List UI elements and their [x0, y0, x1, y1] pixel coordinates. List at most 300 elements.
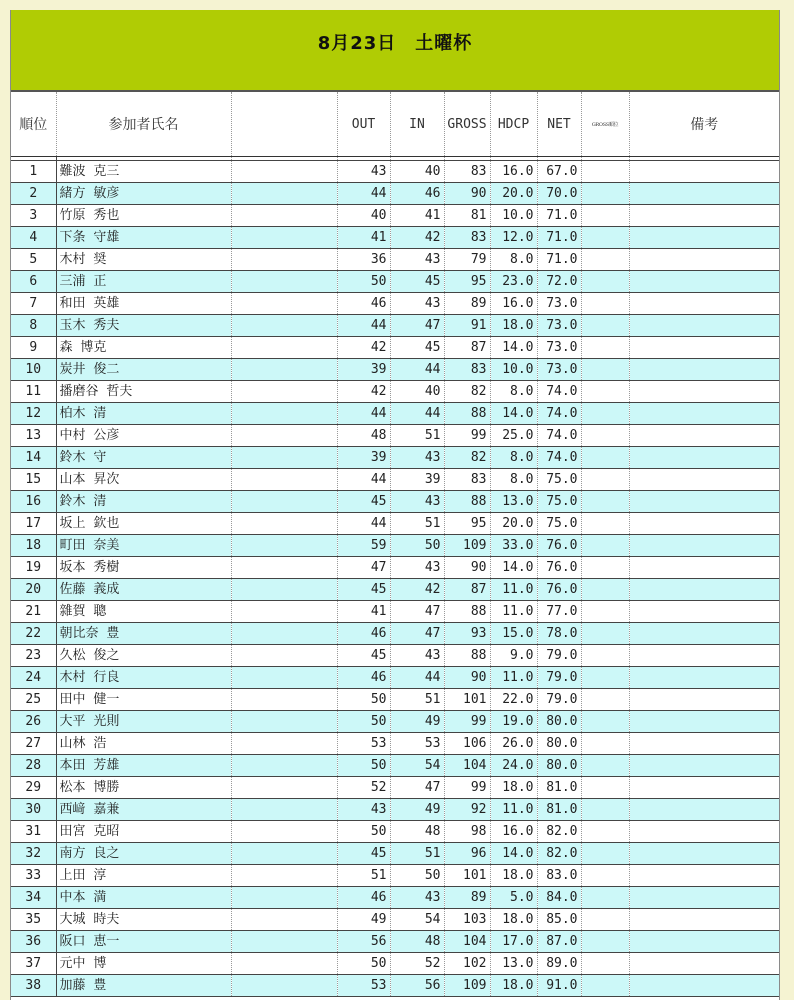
row-blank: [231, 711, 337, 733]
table-row: [11, 733, 779, 755]
row-hdcp: 16.0: [490, 161, 537, 183]
table-row: [11, 205, 779, 227]
row-blank: [231, 535, 337, 557]
row-blank: [231, 865, 337, 887]
row-gross-rank: [581, 865, 629, 887]
table-row: [11, 535, 779, 557]
row-gross: 99: [444, 777, 490, 799]
row-gross: 96: [444, 843, 490, 865]
row-blank: [231, 909, 337, 931]
row-note: [629, 645, 779, 667]
row-blank: [231, 249, 337, 271]
header-net: NET: [537, 91, 581, 157]
table-row: [11, 887, 779, 909]
row-in: 54: [390, 909, 444, 931]
row-hdcp: 18.0: [490, 315, 537, 337]
row-note: [629, 667, 779, 689]
row-in: 43: [390, 491, 444, 513]
header-in: IN: [390, 91, 444, 157]
row-name: 難波 克三: [56, 161, 231, 183]
table-row: [11, 843, 779, 865]
row-gross: 88: [444, 491, 490, 513]
row-gross-rank: [581, 557, 629, 579]
row-out: 46: [337, 623, 390, 645]
row-net: 71.0: [537, 249, 581, 271]
row-name: 鈴木 守: [56, 447, 231, 469]
row-gross: 90: [444, 667, 490, 689]
row-name: 久松 俊之: [56, 645, 231, 667]
row-net: 81.0: [537, 777, 581, 799]
row-hdcp: 25.0: [490, 425, 537, 447]
row-hdcp: 13.0: [490, 491, 537, 513]
row-rank: 19: [11, 557, 56, 579]
row-rank: 30: [11, 799, 56, 821]
row-note: [629, 953, 779, 975]
row-name: 炭井 俊二: [56, 359, 231, 381]
row-hdcp: 14.0: [490, 843, 537, 865]
row-hdcp: 11.0: [490, 601, 537, 623]
row-hdcp: 18.0: [490, 975, 537, 997]
row-rank: 6: [11, 271, 56, 293]
row-out: 41: [337, 227, 390, 249]
row-gross-rank: [581, 777, 629, 799]
row-rank: 35: [11, 909, 56, 931]
row-note: [629, 447, 779, 469]
row-out: 44: [337, 469, 390, 491]
row-gross: 109: [444, 975, 490, 997]
table-row: [11, 689, 779, 711]
row-note: [629, 403, 779, 425]
row-gross: 88: [444, 403, 490, 425]
row-in: 40: [390, 381, 444, 403]
row-out: 36: [337, 249, 390, 271]
row-out: 40: [337, 205, 390, 227]
table-row: [11, 469, 779, 491]
row-blank: [231, 425, 337, 447]
row-out: 43: [337, 161, 390, 183]
row-name: 町田 奈美: [56, 535, 231, 557]
row-note: [629, 183, 779, 205]
row-hdcp: 18.0: [490, 777, 537, 799]
row-blank: [231, 843, 337, 865]
row-name: 玉木 秀夫: [56, 315, 231, 337]
row-blank: [231, 337, 337, 359]
row-name: 播磨谷 哲夫: [56, 381, 231, 403]
row-name: 鈴木 清: [56, 491, 231, 513]
table-row: [11, 755, 779, 777]
row-gross-rank: [581, 403, 629, 425]
row-blank: [231, 623, 337, 645]
table-row: [11, 623, 779, 645]
row-net: 74.0: [537, 403, 581, 425]
row-rank: 15: [11, 469, 56, 491]
row-in: 50: [390, 865, 444, 887]
row-note: [629, 535, 779, 557]
row-out: 44: [337, 513, 390, 535]
row-in: 43: [390, 557, 444, 579]
row-rank: 18: [11, 535, 56, 557]
row-net: 74.0: [537, 381, 581, 403]
row-hdcp: 23.0: [490, 271, 537, 293]
row-gross: 109: [444, 535, 490, 557]
row-out: 59: [337, 535, 390, 557]
row-gross: 81: [444, 205, 490, 227]
row-name: 元中 博: [56, 953, 231, 975]
table-row: [11, 667, 779, 689]
row-hdcp: 8.0: [490, 469, 537, 491]
row-name: 南方 良之: [56, 843, 231, 865]
row-name: 竹原 秀也: [56, 205, 231, 227]
row-net: 79.0: [537, 689, 581, 711]
row-out: 53: [337, 733, 390, 755]
row-hdcp: 18.0: [490, 865, 537, 887]
row-gross: 90: [444, 183, 490, 205]
row-rank: 20: [11, 579, 56, 601]
row-gross: 103: [444, 909, 490, 931]
row-blank: [231, 271, 337, 293]
row-net: 72.0: [537, 271, 581, 293]
row-net: 78.0: [537, 623, 581, 645]
header-row: [11, 91, 779, 157]
row-out: 50: [337, 689, 390, 711]
row-in: 49: [390, 799, 444, 821]
header-name: 参加者氏名: [56, 91, 231, 157]
row-blank: [231, 513, 337, 535]
row-rank: 10: [11, 359, 56, 381]
row-hdcp: 20.0: [490, 513, 537, 535]
row-out: 46: [337, 887, 390, 909]
row-name: 大平 光則: [56, 711, 231, 733]
row-note: [629, 205, 779, 227]
row-rank: 16: [11, 491, 56, 513]
row-note: [629, 755, 779, 777]
row-blank: [231, 579, 337, 601]
row-gross-rank: [581, 425, 629, 447]
row-name: 西﨑 嘉兼: [56, 799, 231, 821]
row-in: 53: [390, 733, 444, 755]
row-rank: 31: [11, 821, 56, 843]
row-rank: 22: [11, 623, 56, 645]
row-gross: 90: [444, 557, 490, 579]
header-out: OUT: [337, 91, 390, 157]
row-out: 45: [337, 579, 390, 601]
row-name: 中本 満: [56, 887, 231, 909]
row-rank: 2: [11, 183, 56, 205]
row-blank: [231, 403, 337, 425]
row-hdcp: 14.0: [490, 403, 537, 425]
row-out: 50: [337, 755, 390, 777]
row-net: 79.0: [537, 645, 581, 667]
row-name: 三浦 正: [56, 271, 231, 293]
row-gross: 104: [444, 755, 490, 777]
table-row: [11, 799, 779, 821]
table-row: [11, 777, 779, 799]
row-in: 45: [390, 337, 444, 359]
row-net: 87.0: [537, 931, 581, 953]
row-in: 43: [390, 447, 444, 469]
row-gross-rank: [581, 161, 629, 183]
row-rank: 17: [11, 513, 56, 535]
row-rank: 21: [11, 601, 56, 623]
row-name: 田中 健一: [56, 689, 231, 711]
row-gross: 104: [444, 931, 490, 953]
row-net: 74.0: [537, 447, 581, 469]
row-in: 43: [390, 887, 444, 909]
row-note: [629, 337, 779, 359]
row-name: 山本 昇次: [56, 469, 231, 491]
row-out: 50: [337, 821, 390, 843]
table-row: [11, 491, 779, 513]
row-out: 53: [337, 975, 390, 997]
row-in: 47: [390, 777, 444, 799]
row-net: 91.0: [537, 975, 581, 997]
table-row: [11, 381, 779, 403]
row-net: 77.0: [537, 601, 581, 623]
row-gross-rank: [581, 513, 629, 535]
row-note: [629, 249, 779, 271]
row-in: 51: [390, 689, 444, 711]
table-row: [11, 821, 779, 843]
row-hdcp: 12.0: [490, 227, 537, 249]
row-net: 76.0: [537, 579, 581, 601]
row-in: 56: [390, 975, 444, 997]
row-note: [629, 359, 779, 381]
header-note: 備考: [629, 91, 779, 157]
table-row: [11, 931, 779, 953]
row-gross-rank: [581, 469, 629, 491]
row-net: 82.0: [537, 821, 581, 843]
row-hdcp: 14.0: [490, 557, 537, 579]
row-net: 71.0: [537, 227, 581, 249]
row-in: 42: [390, 579, 444, 601]
row-note: [629, 777, 779, 799]
row-in: 43: [390, 249, 444, 271]
row-rank: 3: [11, 205, 56, 227]
table-row: [11, 337, 779, 359]
row-net: 82.0: [537, 843, 581, 865]
row-gross: 99: [444, 711, 490, 733]
row-net: 80.0: [537, 733, 581, 755]
row-name: 木村 奨: [56, 249, 231, 271]
row-note: [629, 161, 779, 183]
row-net: 81.0: [537, 799, 581, 821]
row-in: 41: [390, 205, 444, 227]
row-note: [629, 601, 779, 623]
row-rank: 13: [11, 425, 56, 447]
table-row: [11, 249, 779, 271]
row-gross: 98: [444, 821, 490, 843]
row-blank: [231, 205, 337, 227]
row-out: 45: [337, 491, 390, 513]
row-blank: [231, 601, 337, 623]
row-in: 51: [390, 843, 444, 865]
row-in: 47: [390, 601, 444, 623]
row-out: 49: [337, 909, 390, 931]
row-note: [629, 843, 779, 865]
row-gross: 82: [444, 447, 490, 469]
row-gross: 88: [444, 645, 490, 667]
row-rank: 32: [11, 843, 56, 865]
row-note: [629, 293, 779, 315]
row-gross: 93: [444, 623, 490, 645]
row-note: [629, 887, 779, 909]
row-blank: [231, 799, 337, 821]
row-blank: [231, 887, 337, 909]
table-row: [11, 579, 779, 601]
row-name: 佐藤 義成: [56, 579, 231, 601]
row-note: [629, 557, 779, 579]
row-gross: 89: [444, 293, 490, 315]
row-note: [629, 579, 779, 601]
row-gross-rank: [581, 689, 629, 711]
row-note: [629, 469, 779, 491]
row-gross-rank: [581, 359, 629, 381]
row-name: 山林 浩: [56, 733, 231, 755]
row-gross-rank: [581, 535, 629, 557]
table-row: [11, 953, 779, 975]
row-blank: [231, 227, 337, 249]
row-rank: 9: [11, 337, 56, 359]
row-rank: 8: [11, 315, 56, 337]
row-rank: 7: [11, 293, 56, 315]
row-net: 76.0: [537, 557, 581, 579]
row-gross-rank: [581, 623, 629, 645]
row-blank: [231, 491, 337, 513]
row-hdcp: 19.0: [490, 711, 537, 733]
row-in: 50: [390, 535, 444, 557]
row-net: 73.0: [537, 315, 581, 337]
row-name: 中村 公彦: [56, 425, 231, 447]
row-hdcp: 13.0: [490, 953, 537, 975]
row-in: 48: [390, 821, 444, 843]
row-blank: [231, 733, 337, 755]
row-name: 坂本 秀樹: [56, 557, 231, 579]
row-name: 本田 芳雄: [56, 755, 231, 777]
row-blank: [231, 975, 337, 997]
row-note: [629, 975, 779, 997]
row-gross: 83: [444, 359, 490, 381]
row-blank: [231, 689, 337, 711]
row-in: 49: [390, 711, 444, 733]
row-out: 50: [337, 953, 390, 975]
header-gross-rank: GROSS順位: [581, 91, 629, 157]
row-net: 79.0: [537, 667, 581, 689]
row-in: 52: [390, 953, 444, 975]
table-row: [11, 447, 779, 469]
row-out: 46: [337, 293, 390, 315]
row-out: 42: [337, 337, 390, 359]
row-hdcp: 8.0: [490, 381, 537, 403]
row-net: 75.0: [537, 491, 581, 513]
row-gross: 101: [444, 865, 490, 887]
header-blank: [231, 91, 337, 157]
header-hdcp: HDCP: [490, 91, 537, 157]
row-gross: 87: [444, 579, 490, 601]
row-gross-rank: [581, 711, 629, 733]
row-net: 83.0: [537, 865, 581, 887]
row-note: [629, 381, 779, 403]
row-note: [629, 689, 779, 711]
table-row: [11, 271, 779, 293]
row-gross-rank: [581, 601, 629, 623]
row-note: [629, 799, 779, 821]
row-rank: 38: [11, 975, 56, 997]
row-in: 43: [390, 293, 444, 315]
row-name: 雜賀 聰: [56, 601, 231, 623]
table-row: [11, 359, 779, 381]
row-gross-rank: [581, 755, 629, 777]
row-note: [629, 271, 779, 293]
row-blank: [231, 469, 337, 491]
row-gross-rank: [581, 953, 629, 975]
row-rank: 28: [11, 755, 56, 777]
row-hdcp: 16.0: [490, 293, 537, 315]
row-gross-rank: [581, 843, 629, 865]
row-blank: [231, 777, 337, 799]
row-in: 47: [390, 623, 444, 645]
row-gross-rank: [581, 909, 629, 931]
row-gross-rank: [581, 887, 629, 909]
row-in: 42: [390, 227, 444, 249]
row-name: 阪口 恵一: [56, 931, 231, 953]
row-name: 柏木 清: [56, 403, 231, 425]
row-gross: 101: [444, 689, 490, 711]
row-net: 75.0: [537, 469, 581, 491]
results-table: [11, 90, 779, 997]
row-net: 80.0: [537, 711, 581, 733]
score-sheet: [10, 10, 780, 1000]
row-rank: 24: [11, 667, 56, 689]
row-gross-rank: [581, 315, 629, 337]
row-hdcp: 8.0: [490, 447, 537, 469]
row-net: 73.0: [537, 337, 581, 359]
row-blank: [231, 293, 337, 315]
row-hdcp: 22.0: [490, 689, 537, 711]
row-out: 42: [337, 381, 390, 403]
row-name: 下条 守雄: [56, 227, 231, 249]
header-gross: GROSS: [444, 91, 490, 157]
row-hdcp: 20.0: [490, 183, 537, 205]
row-hdcp: 14.0: [490, 337, 537, 359]
row-out: 56: [337, 931, 390, 953]
row-rank: 23: [11, 645, 56, 667]
row-rank: 37: [11, 953, 56, 975]
row-net: 75.0: [537, 513, 581, 535]
table-row: [11, 513, 779, 535]
row-name: 坂上 欽也: [56, 513, 231, 535]
row-gross: 91: [444, 315, 490, 337]
row-gross: 83: [444, 469, 490, 491]
row-gross-rank: [581, 447, 629, 469]
table-row: [11, 909, 779, 931]
row-in: 44: [390, 403, 444, 425]
row-out: 45: [337, 645, 390, 667]
row-rank: 29: [11, 777, 56, 799]
table-row: [11, 975, 779, 997]
row-gross: 82: [444, 381, 490, 403]
row-hdcp: 15.0: [490, 623, 537, 645]
row-name: 朝比奈 豊: [56, 623, 231, 645]
header-rank: 順位: [11, 91, 56, 157]
row-gross-rank: [581, 271, 629, 293]
row-note: [629, 315, 779, 337]
row-gross-rank: [581, 293, 629, 315]
row-note: [629, 711, 779, 733]
row-gross: 89: [444, 887, 490, 909]
row-net: 89.0: [537, 953, 581, 975]
row-gross-rank: [581, 579, 629, 601]
row-hdcp: 11.0: [490, 667, 537, 689]
